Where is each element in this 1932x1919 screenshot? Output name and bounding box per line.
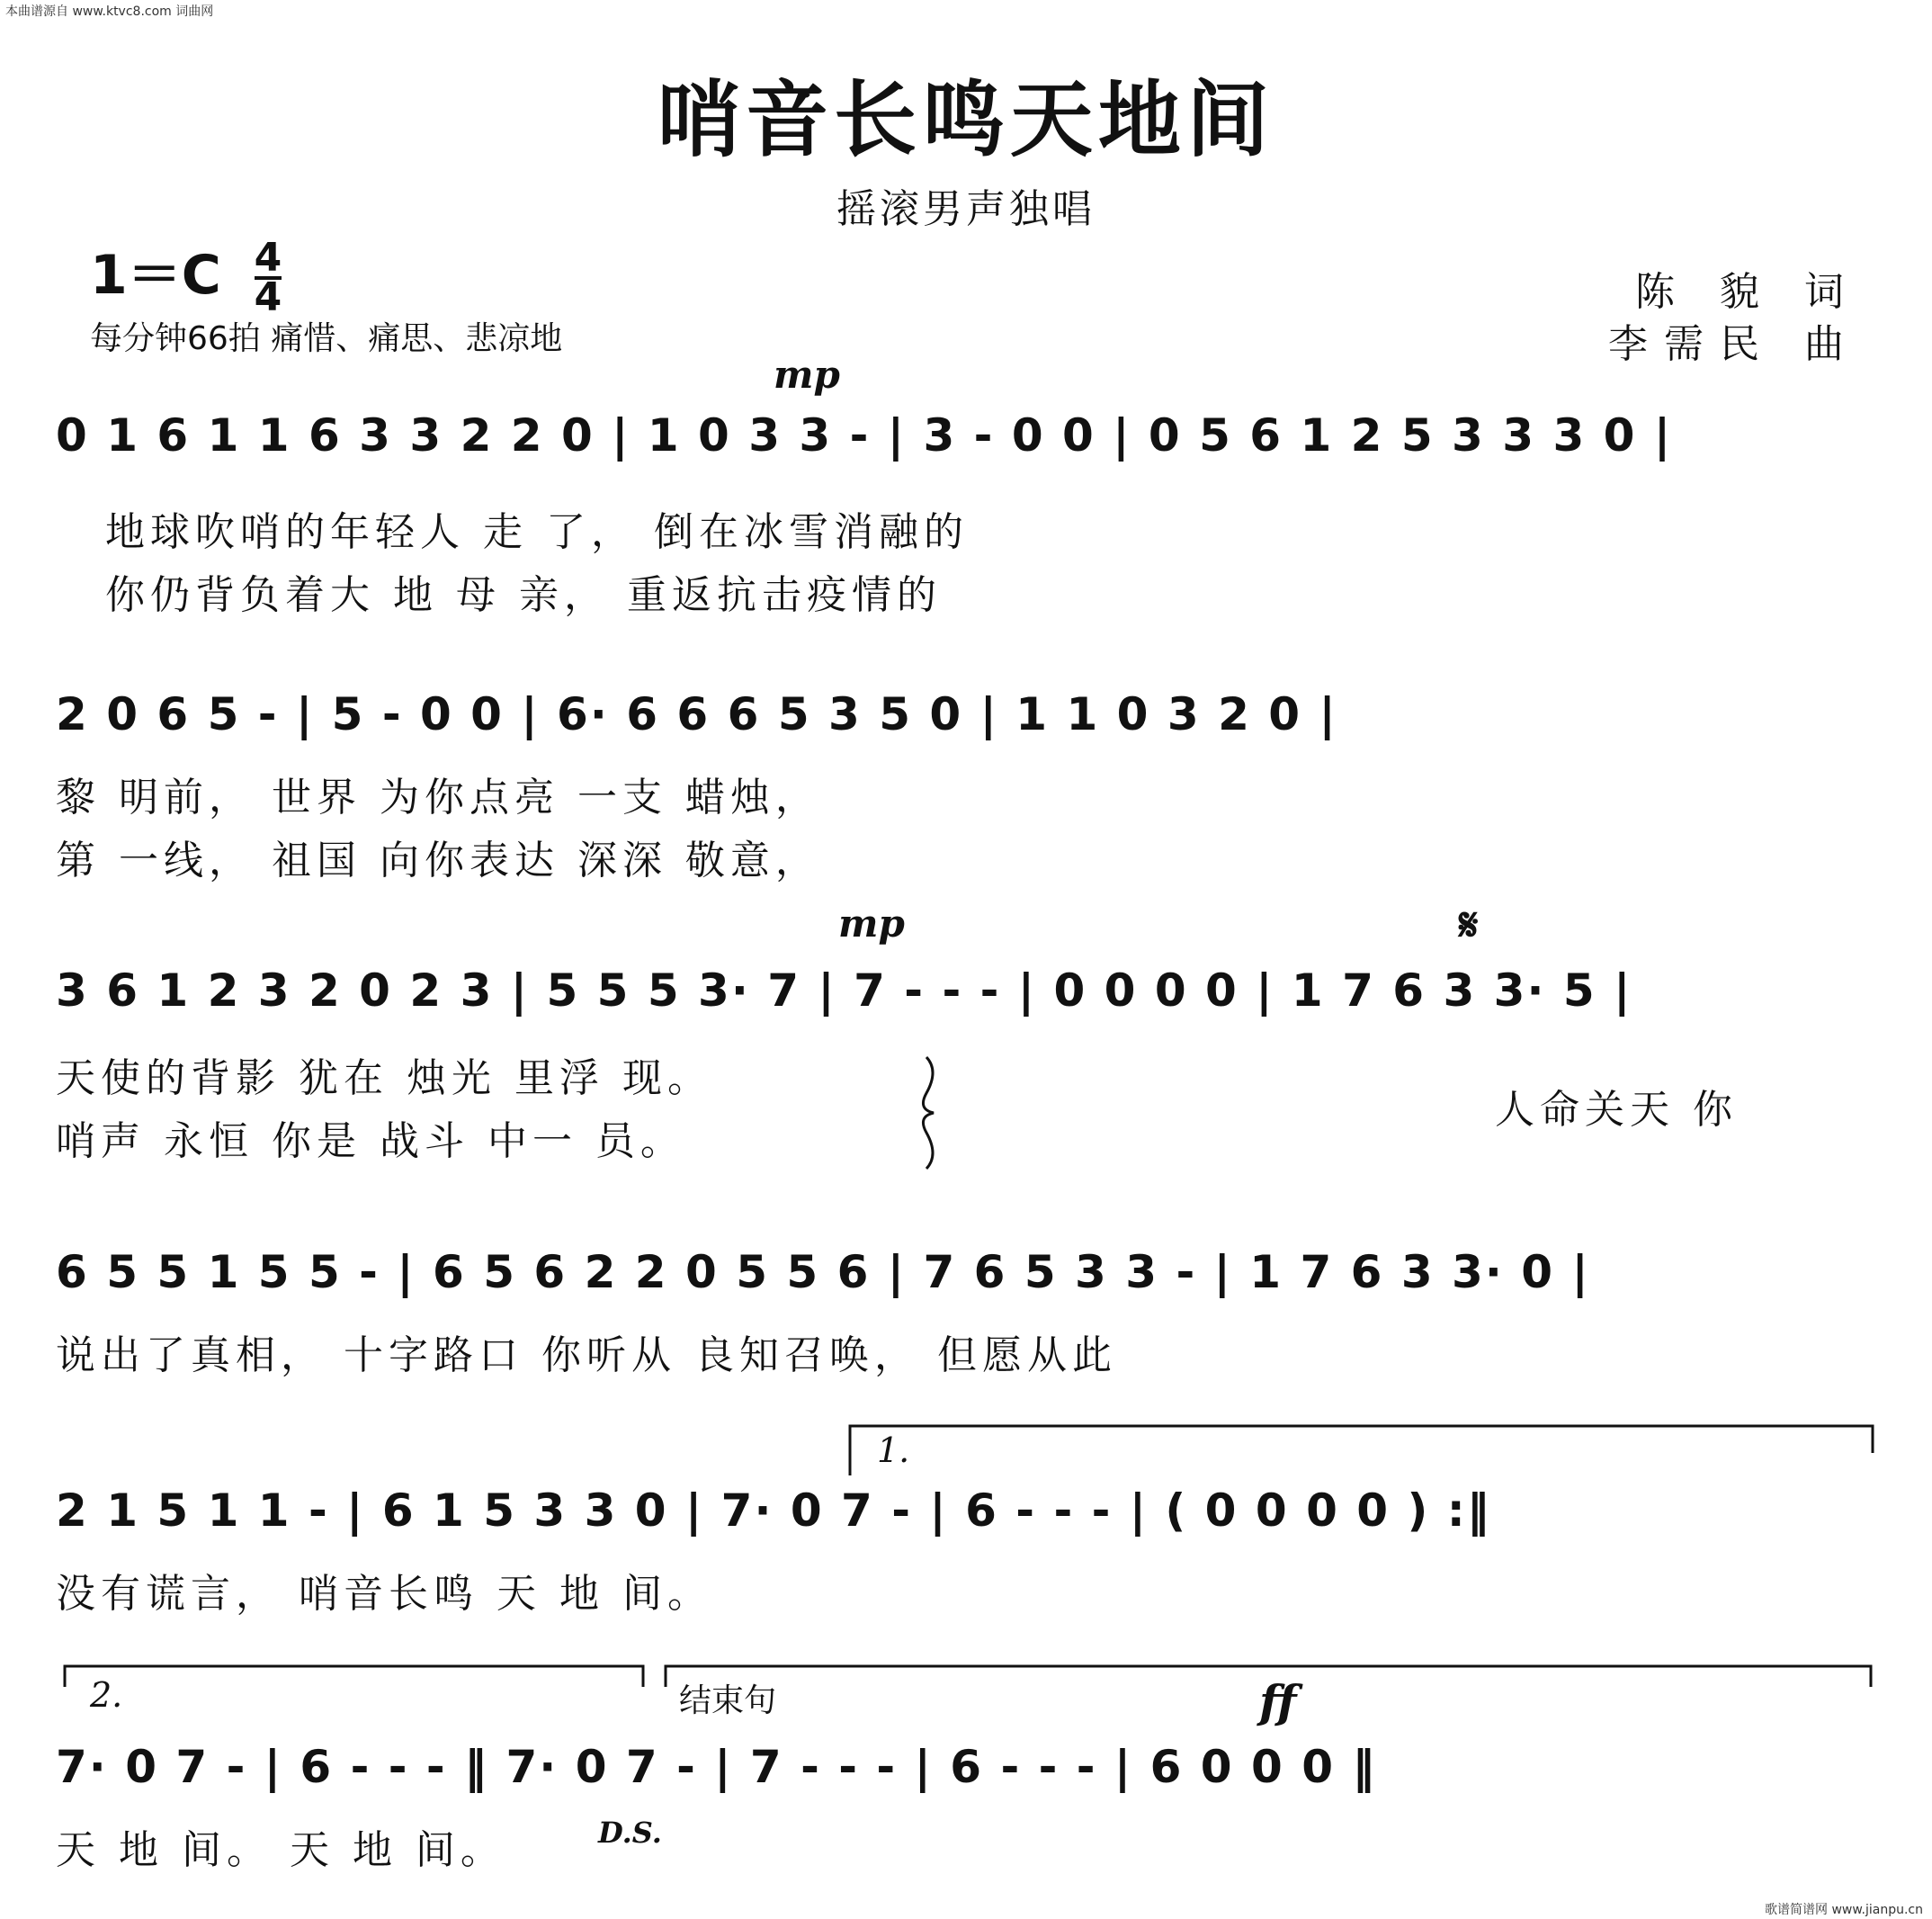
lyrics-verse-2: 你仍背负着大 地 母 亲， 重返抗击疫情的 [105,572,942,618]
lyrics-verse-1: 天使的背影 犹在 烛光 里浮 现。 [56,1055,712,1101]
subtitle: 摇滚男声独唱 [836,186,1096,232]
notation-line: 6 5 5 1 5 5 - | 6 5 6 2 2 0 5 5 6 | 7 6 5 3 3 - | 1 7 6 3 3· 0 | [56,1246,1590,1298]
lyrics-verse-2: 哨声 永恒 你是 战斗 中一 员。 [56,1118,685,1164]
coda-bracket [666,1666,1871,1687]
lyrics-verse-1: 天 地 间。 天 地 间。 [56,1827,505,1873]
notation-line: 0 1 6 1 1 6 3 3 2 2 0 | 1 0 3 3 - | 3 - 0 0 | 0 5 6 1 2 5 3 3 3 0 | [56,409,1673,462]
tempo-marking: 每分钟66拍 痛惜、痛思、悲凉地 [90,320,563,357]
dynamic-mp-2: mp [838,901,905,946]
key-label: 1＝C [90,244,221,307]
lyrics-verse-1: 黎 明前， 世界 为你点亮 一支 蜡烛， [56,775,820,821]
source-watermark-bottom: 歌谱简谱网 www.jianpu.cn [1765,1903,1923,1917]
lyrics-verse-1: 没有谎言， 哨音长鸣 天 地 间。 [56,1571,712,1617]
notation-line: 2 1 5 1 1 - | 6 1 5 3 3 0 | 7· 0 7 - | 6 - - - | ( 0 0 0 0 ) :‖ [56,1484,1491,1537]
lyrics-refrain: 人命关天 你 [1495,1087,1738,1133]
time-signature-bottom: 4 [254,274,282,321]
composer-credit: 李需民 曲 [1608,321,1860,367]
dal-segno-mark: D.S. [598,1816,662,1850]
verse-brace [923,1057,934,1169]
source-watermark-top: 本曲谱源自 www.ktvc8.com 词曲网 [5,4,214,19]
notation-line: 2 0 6 5 - | 5 - 0 0 | 6· 6 6 6 5 3 5 0 | 1 1 0 3 2 0 | [56,688,1337,740]
second-ending-bracket [65,1666,643,1687]
dynamic-mp-1: mp [774,353,840,397]
time-signature-top: 4 [254,235,282,282]
lyrics-verse-2: 第 一线， 祖国 向你表达 深深 敬意， [56,838,820,883]
notation-line: 7· 0 7 - | 6 - - - ‖ 7· 0 7 - | 7 - - - | 6 - - - | 6 0 0 0 ‖ [56,1741,1377,1793]
lyrics-verse-1: 地球吹哨的年轻人 走 了， 倒在冰雪消融的 [105,509,969,555]
dynamic-ff: ff [1259,1675,1297,1728]
segno-sign: 𝄋 [1459,898,1479,951]
first-ending-label: 1. [877,1430,910,1470]
lyricist-credit: 陈 貌 词 [1635,269,1860,315]
first-ending-bracket [850,1426,1873,1475]
notation-line: 3 6 1 2 3 2 0 2 3 | 5 5 5 3· 7 | 7 - - - | 0 0 0 0 | 1 7 6 3 3· 5 | [56,964,1632,1017]
second-ending-label: 2. [90,1675,123,1715]
page-title: 哨音长鸣天地间 [657,72,1275,168]
coda-label: 结束句 [679,1682,777,1719]
lyrics-verse-1: 说出了真相， 十字路口 你听从 良知召唤， 但愿从此 [56,1332,1117,1378]
